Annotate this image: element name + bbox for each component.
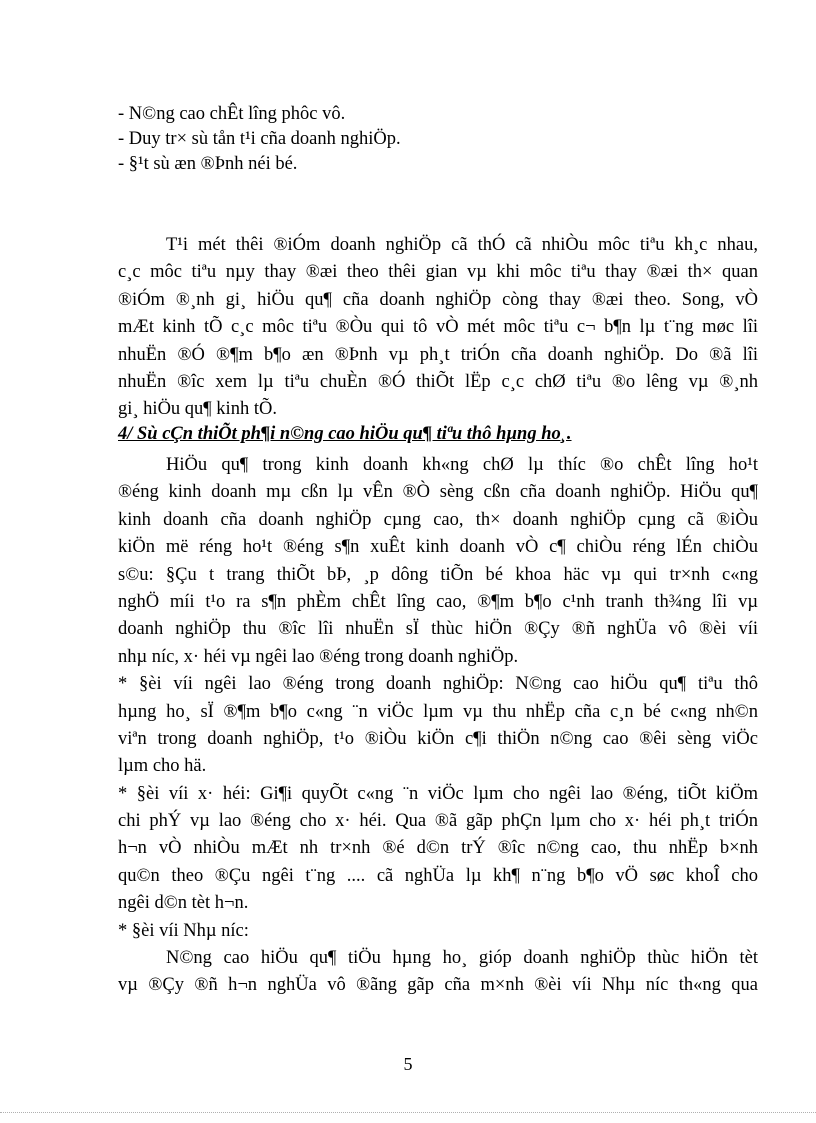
text-line: N©ng cao hiÖu qu¶ tiÖu hµng ho¸ gióp doanh nghiÖp thùc hiÖn tèt bbox=[166, 948, 758, 969]
text-line: viªn trong doanh nghiÖp, t¹o ®iÒu kiÖn c¶i thiÖn n©ng cao ®êi sèng viÖc bbox=[118, 728, 758, 749]
text-line: * §èi víi Nhµ níc: bbox=[118, 920, 249, 941]
text-line: s©u: §Çu t trang thiÕt bÞ, ¸p dông tiÕn bé khoa häc vµ qui tr×nh c«ng bbox=[118, 564, 758, 585]
text-line: kinh doanh cña doanh nghiÖp cµng cao, th× doanh nghiÖp cµng cã ®iÒu bbox=[118, 509, 758, 530]
text-line: kiÖn më réng ho¹t ®éng s¶n xuÊt kinh doanh vÒ c¶ chiÒu réng lÉn chiÒu bbox=[118, 537, 758, 558]
text-line: qu©n theo ®Çu ngêi t¨ng .... cã nghÜa lµ kh¶ n¨ng b¶o vÖ søc khoÎ cho bbox=[118, 865, 758, 886]
text-line: nhuËn ®îc xem lµ tiªu chuÈn ®Ó thiÕt lËp c¸c chØ tiªu ®o lêng vµ ®¸nh bbox=[118, 371, 758, 392]
text-line: ®éng kinh doanh mµ cßn lµ vÊn ®Ò sèng cßn cña doanh nghiÖp. HiÖu qu¶ bbox=[118, 482, 758, 503]
text-line: nhµ níc, x· héi vµ ngêi lao ®éng trong doanh nghiÖp. bbox=[118, 646, 519, 667]
bullet-line: - Duy tr× sù tån t¹i cña doanh nghiÖp. bbox=[118, 129, 401, 149]
text-line: HiÖu qu¶ trong kinh doanh kh«ng chØ lµ thíc ®o chÊt lîng ho¹t bbox=[166, 455, 758, 475]
text-line: hµng ho¸ sÏ ®¶m b¶o c«ng ¨n viÖc lµm vµ thu nhËp cña c¸n bé c«ng nh©n bbox=[118, 701, 758, 722]
text-line: ngêi d©n tèt h¬n. bbox=[118, 893, 249, 914]
text-line: nhuËn ®Ó ®¶m b¶o æn ®Þnh vµ ph¸t triÓn cña doanh nghiÖp. Do ®ã lîi bbox=[118, 344, 758, 365]
bullet-line: - §¹t sù æn ®Þnh néi bé. bbox=[118, 154, 298, 174]
text-line: T¹i mét thêi ®iÓm doanh nghiÖp cã thÓ cã nhiÒu môc tiªu kh¸c nhau, bbox=[166, 235, 758, 255]
section-heading: 4/ Sù cÇn thiÕt ph¶i n©ng cao hiÖu qu¶ tiªu thô hµng ho¸. bbox=[118, 424, 572, 444]
text-line: mÆt kinh tÕ c¸c môc tiªu ®Òu qui tô vÒ mét môc tiªu c¬ b¶n lµ t¨ng møc lîi bbox=[118, 317, 758, 338]
text-line: * §èi víi x· héi: Gi¶i quyÕt c«ng ¨n viÖc lµm cho ngêi lao ®éng, tiÕt kiÖm bbox=[118, 783, 758, 804]
text-line: nghÖ míi t¹o ra s¶n phÈm chÊt lîng cao, ®¶m b¶o c¹nh tranh th¾ng lîi vµ bbox=[118, 591, 758, 612]
text-line: h¬n vÒ nhiÒu mÆt nh tr×nh ®é d©n trÝ ®îc n©ng cao, thu nhËp b×nh bbox=[118, 838, 758, 859]
paragraph-necessity bbox=[118, 452, 758, 1000]
text-line: vµ ®Çy ®ñ h¬n nghÜa vô ®ãng gãp cña m×nh ®èi víi Nhµ níc th«ng qua bbox=[118, 975, 758, 996]
text-line: ®iÓm ®¸nh gi¸ hiÖu qu¶ cña doanh nghiÖp còng thay ®æi theo. Song, vÒ bbox=[118, 289, 758, 310]
text-line: doanh nghiÖp thu ®îc lîi nhuËn sÏ thùc hiÖn ®Çy ®ñ nghÜa vô ®èi víi bbox=[118, 619, 758, 640]
page-number: 5 bbox=[403, 1054, 413, 1074]
text-line: c¸c môc tiªu nµy thay ®æi theo thêi gian vµ khi môc tiªu thay ®æi th× quan bbox=[118, 262, 758, 283]
page-bottom-border bbox=[0, 1112, 816, 1113]
bullet-line: - N©ng cao chÊt lîng phôc vô. bbox=[118, 104, 346, 124]
text-line: * §èi víi ngêi lao ®éng trong doanh nghiÖp: N©ng cao hiÖu qu¶ tiªu thô bbox=[118, 674, 758, 695]
text-line: gi¸ hiÖu qu¶ kinh tÕ. bbox=[118, 399, 277, 420]
paragraph-objectives bbox=[118, 232, 758, 424]
text-line: lµm cho hä. bbox=[118, 756, 207, 777]
text-line: chi phÝ vµ lao ®éng cho x· héi. Qua ®ã gãp phÇn lµm cho x· héi ph¸t triÓn bbox=[118, 811, 758, 832]
